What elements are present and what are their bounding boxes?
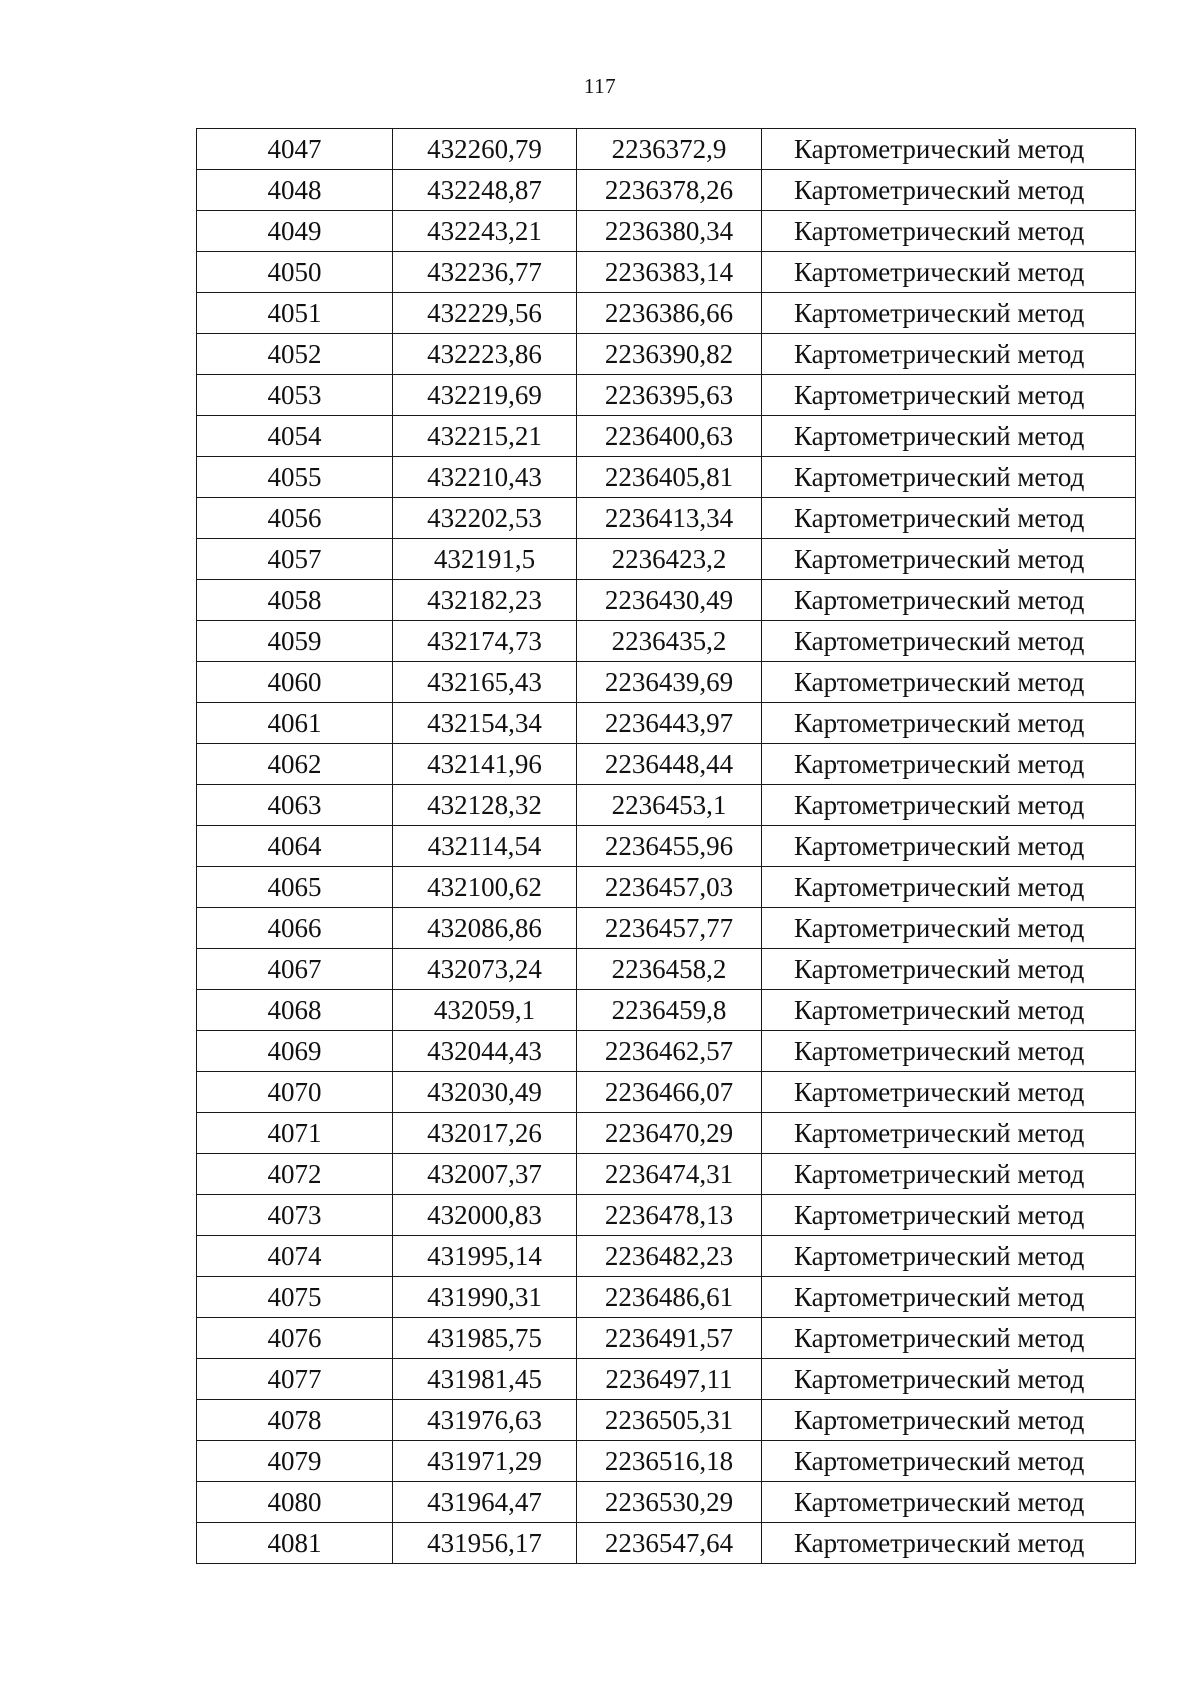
table-row <box>197 1154 1136 1195</box>
table-row <box>197 375 1136 416</box>
table-row <box>197 1113 1136 1154</box>
y-coordinate-cell: 2236457,77 <box>577 908 762 949</box>
table-row <box>197 252 1136 293</box>
x-coordinate-cell: 432210,43 <box>393 457 577 498</box>
table-row <box>197 826 1136 867</box>
method-cell: Картометрический метод <box>762 703 1136 744</box>
method-cell: Картометрический метод <box>762 1523 1136 1564</box>
y-coordinate-cell: 2236443,97 <box>577 703 762 744</box>
x-coordinate-cell: 432044,43 <box>393 1031 577 1072</box>
method-cell: Картометрический метод <box>762 744 1136 785</box>
x-coordinate-cell: 432114,54 <box>393 826 577 867</box>
table-row <box>197 1277 1136 1318</box>
y-coordinate-cell: 2236547,64 <box>577 1523 762 1564</box>
table-row <box>197 129 1136 170</box>
point-number-cell: 4065 <box>197 867 393 908</box>
method-cell: Картометрический метод <box>762 1195 1136 1236</box>
x-coordinate-cell: 432215,21 <box>393 416 577 457</box>
x-coordinate-cell: 431971,29 <box>393 1441 577 1482</box>
point-number-cell: 4069 <box>197 1031 393 1072</box>
table-row <box>197 1318 1136 1359</box>
x-coordinate-cell: 432007,37 <box>393 1154 577 1195</box>
table-row <box>197 1523 1136 1564</box>
x-coordinate-cell: 432141,96 <box>393 744 577 785</box>
method-cell: Картометрический метод <box>762 1154 1136 1195</box>
point-number-cell: 4060 <box>197 662 393 703</box>
x-coordinate-cell: 432000,83 <box>393 1195 577 1236</box>
y-coordinate-cell: 2236372,9 <box>577 129 762 170</box>
point-number-cell: 4078 <box>197 1400 393 1441</box>
method-cell: Картометрический метод <box>762 826 1136 867</box>
method-cell: Картометрический метод <box>762 211 1136 252</box>
x-coordinate-cell: 432248,87 <box>393 170 577 211</box>
table-row <box>197 949 1136 990</box>
x-coordinate-cell: 432154,34 <box>393 703 577 744</box>
point-number-cell: 4067 <box>197 949 393 990</box>
table-row <box>197 416 1136 457</box>
x-coordinate-cell: 432182,23 <box>393 580 577 621</box>
table-row <box>197 1031 1136 1072</box>
x-coordinate-cell: 432236,77 <box>393 252 577 293</box>
x-coordinate-cell: 431995,14 <box>393 1236 577 1277</box>
x-coordinate-cell: 432086,86 <box>393 908 577 949</box>
point-number-cell: 4056 <box>197 498 393 539</box>
page-number: 117 <box>583 74 617 98</box>
x-coordinate-cell: 432030,49 <box>393 1072 577 1113</box>
table-row <box>197 744 1136 785</box>
y-coordinate-cell: 2236466,07 <box>577 1072 762 1113</box>
x-coordinate-cell: 432073,24 <box>393 949 577 990</box>
y-coordinate-cell: 2236448,44 <box>577 744 762 785</box>
point-number-cell: 4077 <box>197 1359 393 1400</box>
y-coordinate-cell: 2236505,31 <box>577 1400 762 1441</box>
point-number-cell: 4050 <box>197 252 393 293</box>
y-coordinate-cell: 2236462,57 <box>577 1031 762 1072</box>
point-number-cell: 4066 <box>197 908 393 949</box>
method-cell: Картометрический метод <box>762 949 1136 990</box>
table-row <box>197 1195 1136 1236</box>
coordinates-table <box>196 128 1136 1564</box>
method-cell: Картометрический метод <box>762 1482 1136 1523</box>
point-number-cell: 4052 <box>197 334 393 375</box>
table-row <box>197 1236 1136 1277</box>
y-coordinate-cell: 2236390,82 <box>577 334 762 375</box>
point-number-cell: 4076 <box>197 1318 393 1359</box>
y-coordinate-cell: 2236405,81 <box>577 457 762 498</box>
y-coordinate-cell: 2236491,57 <box>577 1318 762 1359</box>
point-number-cell: 4071 <box>197 1113 393 1154</box>
point-number-cell: 4057 <box>197 539 393 580</box>
method-cell: Картометрический метод <box>762 539 1136 580</box>
method-cell: Картометрический метод <box>762 1318 1136 1359</box>
point-number-cell: 4080 <box>197 1482 393 1523</box>
method-cell: Картометрический метод <box>762 1072 1136 1113</box>
y-coordinate-cell: 2236530,29 <box>577 1482 762 1523</box>
x-coordinate-cell: 431990,31 <box>393 1277 577 1318</box>
method-cell: Картометрический метод <box>762 129 1136 170</box>
y-coordinate-cell: 2236435,2 <box>577 621 762 662</box>
x-coordinate-cell: 432174,73 <box>393 621 577 662</box>
y-coordinate-cell: 2236457,03 <box>577 867 762 908</box>
y-coordinate-cell: 2236458,2 <box>577 949 762 990</box>
table-row <box>197 908 1136 949</box>
table-row <box>197 1482 1136 1523</box>
point-number-cell: 4062 <box>197 744 393 785</box>
method-cell: Картометрический метод <box>762 1031 1136 1072</box>
method-cell: Картометрический метод <box>762 375 1136 416</box>
table-row <box>197 1441 1136 1482</box>
point-number-cell: 4064 <box>197 826 393 867</box>
y-coordinate-cell: 2236497,11 <box>577 1359 762 1400</box>
point-number-cell: 4068 <box>197 990 393 1031</box>
x-coordinate-cell: 431985,75 <box>393 1318 577 1359</box>
y-coordinate-cell: 2236386,66 <box>577 293 762 334</box>
table-row <box>197 211 1136 252</box>
x-coordinate-cell: 432229,56 <box>393 293 577 334</box>
point-number-cell: 4073 <box>197 1195 393 1236</box>
y-coordinate-cell: 2236459,8 <box>577 990 762 1031</box>
x-coordinate-cell: 432219,69 <box>393 375 577 416</box>
table-row <box>197 1400 1136 1441</box>
y-coordinate-cell: 2236474,31 <box>577 1154 762 1195</box>
y-coordinate-cell: 2236395,63 <box>577 375 762 416</box>
method-cell: Картометрический метод <box>762 908 1136 949</box>
table-row <box>197 785 1136 826</box>
point-number-cell: 4051 <box>197 293 393 334</box>
point-number-cell: 4059 <box>197 621 393 662</box>
x-coordinate-cell: 431976,63 <box>393 1400 577 1441</box>
x-coordinate-cell: 432243,21 <box>393 211 577 252</box>
table-row <box>197 170 1136 211</box>
y-coordinate-cell: 2236378,26 <box>577 170 762 211</box>
table-row <box>197 334 1136 375</box>
x-coordinate-cell: 431964,47 <box>393 1482 577 1523</box>
point-number-cell: 4048 <box>197 170 393 211</box>
method-cell: Картометрический метод <box>762 990 1136 1031</box>
table-row <box>197 457 1136 498</box>
x-coordinate-cell: 432059,1 <box>393 990 577 1031</box>
method-cell: Картометрический метод <box>762 1236 1136 1277</box>
method-cell: Картометрический метод <box>762 785 1136 826</box>
y-coordinate-cell: 2236486,61 <box>577 1277 762 1318</box>
x-coordinate-cell: 432191,5 <box>393 539 577 580</box>
method-cell: Картометрический метод <box>762 1400 1136 1441</box>
y-coordinate-cell: 2236400,63 <box>577 416 762 457</box>
y-coordinate-cell: 2236380,34 <box>577 211 762 252</box>
method-cell: Картометрический метод <box>762 416 1136 457</box>
point-number-cell: 4072 <box>197 1154 393 1195</box>
point-number-cell: 4054 <box>197 416 393 457</box>
table-row <box>197 580 1136 621</box>
y-coordinate-cell: 2236439,69 <box>577 662 762 703</box>
y-coordinate-cell: 2236453,1 <box>577 785 762 826</box>
y-coordinate-cell: 2236383,14 <box>577 252 762 293</box>
method-cell: Картометрический метод <box>762 334 1136 375</box>
table-row <box>197 621 1136 662</box>
method-cell: Картометрический метод <box>762 498 1136 539</box>
method-cell: Картометрический метод <box>762 457 1136 498</box>
y-coordinate-cell: 2236482,23 <box>577 1236 762 1277</box>
table-row <box>197 703 1136 744</box>
point-number-cell: 4055 <box>197 457 393 498</box>
point-number-cell: 4058 <box>197 580 393 621</box>
method-cell: Картометрический метод <box>762 1277 1136 1318</box>
coordinates-table-body <box>197 129 1136 1564</box>
table-row <box>197 990 1136 1031</box>
method-cell: Картометрический метод <box>762 867 1136 908</box>
method-cell: Картометрический метод <box>762 580 1136 621</box>
y-coordinate-cell: 2236516,18 <box>577 1441 762 1482</box>
y-coordinate-cell: 2236423,2 <box>577 539 762 580</box>
table-row <box>197 1072 1136 1113</box>
table-row <box>197 662 1136 703</box>
y-coordinate-cell: 2236470,29 <box>577 1113 762 1154</box>
point-number-cell: 4063 <box>197 785 393 826</box>
x-coordinate-cell: 432223,86 <box>393 334 577 375</box>
x-coordinate-cell: 432128,32 <box>393 785 577 826</box>
y-coordinate-cell: 2236430,49 <box>577 580 762 621</box>
method-cell: Картометрический метод <box>762 252 1136 293</box>
x-coordinate-cell: 432165,43 <box>393 662 577 703</box>
point-number-cell: 4075 <box>197 1277 393 1318</box>
x-coordinate-cell: 431981,45 <box>393 1359 577 1400</box>
table-row <box>197 1359 1136 1400</box>
point-number-cell: 4081 <box>197 1523 393 1564</box>
point-number-cell: 4079 <box>197 1441 393 1482</box>
y-coordinate-cell: 2236455,96 <box>577 826 762 867</box>
point-number-cell: 4070 <box>197 1072 393 1113</box>
method-cell: Картометрический метод <box>762 170 1136 211</box>
table-row <box>197 867 1136 908</box>
point-number-cell: 4047 <box>197 129 393 170</box>
method-cell: Картометрический метод <box>762 293 1136 334</box>
x-coordinate-cell: 432202,53 <box>393 498 577 539</box>
point-number-cell: 4049 <box>197 211 393 252</box>
x-coordinate-cell: 432260,79 <box>393 129 577 170</box>
point-number-cell: 4053 <box>197 375 393 416</box>
x-coordinate-cell: 432017,26 <box>393 1113 577 1154</box>
method-cell: Картометрический метод <box>762 1113 1136 1154</box>
point-number-cell: 4074 <box>197 1236 393 1277</box>
table-row <box>197 293 1136 334</box>
table-row <box>197 539 1136 580</box>
y-coordinate-cell: 2236478,13 <box>577 1195 762 1236</box>
method-cell: Картометрический метод <box>762 662 1136 703</box>
x-coordinate-cell: 432100,62 <box>393 867 577 908</box>
table-row <box>197 498 1136 539</box>
method-cell: Картометрический метод <box>762 1441 1136 1482</box>
method-cell: Картометрический метод <box>762 621 1136 662</box>
point-number-cell: 4061 <box>197 703 393 744</box>
x-coordinate-cell: 431956,17 <box>393 1523 577 1564</box>
y-coordinate-cell: 2236413,34 <box>577 498 762 539</box>
method-cell: Картометрический метод <box>762 1359 1136 1400</box>
